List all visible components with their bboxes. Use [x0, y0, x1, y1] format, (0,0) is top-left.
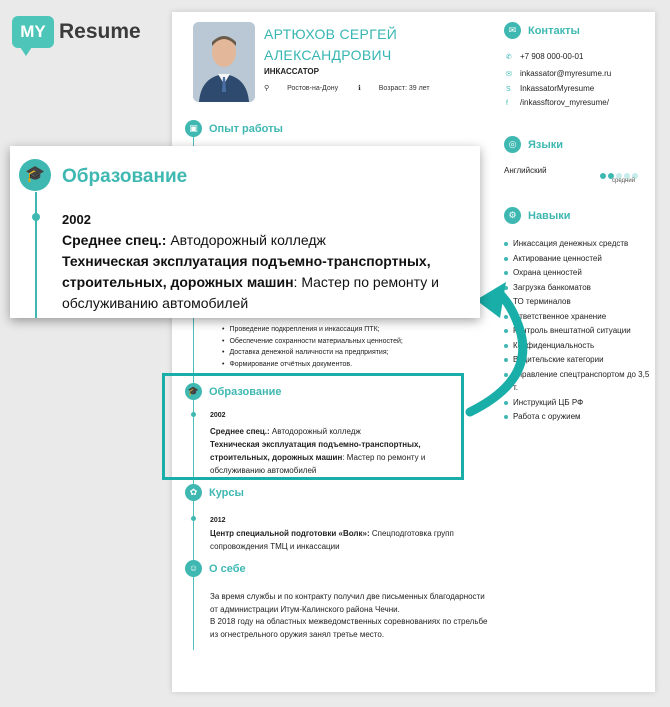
list-item: Загрузка банкоматов: [504, 281, 654, 295]
section-title-languages: Языки: [528, 139, 564, 151]
zoom-education-institution: Автодорожный колледж: [170, 232, 326, 248]
logo-text: Resume: [59, 20, 141, 43]
gears-icon: ⚙: [504, 207, 521, 224]
list-item: Водительские категории: [504, 353, 654, 367]
graduation-cap-icon: 🎓: [185, 383, 202, 400]
location-pin-icon: ⚲: [264, 85, 270, 92]
zoom-section-title: Образование: [62, 166, 188, 187]
education-zoom-card: [10, 146, 480, 318]
list-item: ТО терминалов: [504, 295, 654, 309]
person-icon: ☺: [185, 560, 202, 577]
section-title-contacts: Контакты: [528, 25, 580, 37]
zoom-education-qualification: : Мастер по ремонту и обслуживанию автомобилей: [62, 274, 439, 311]
timeline-line: [35, 192, 37, 318]
highlight-frame: [162, 373, 464, 480]
zoom-education-year: 2002: [62, 212, 91, 227]
section-title-about: О себе: [209, 563, 246, 575]
list-item: Управление спецтранспортом до 3,5 т.: [504, 368, 654, 395]
courses-name: Спецподготовка групп сопровождения ТМЦ и инкассации: [210, 529, 454, 551]
profile-photo: [193, 22, 255, 102]
about-text: [210, 591, 490, 642]
list-item: Конфиденциальность: [504, 339, 654, 353]
education-year: 2002: [210, 412, 226, 419]
list-item: • Проведение подкрепления и инкассация ПТК;: [222, 324, 452, 336]
list-item: Инкассация денежных средств: [504, 237, 654, 251]
zoom-education-entry: [62, 209, 472, 314]
list-item: Работа с оружием: [504, 410, 654, 424]
courses-year: 2012: [210, 517, 226, 524]
contact-facebook[interactable]: f /inkassftorov_myresume/: [506, 98, 609, 107]
section-title-experience: Опыт работы: [209, 123, 283, 135]
duties-list: [222, 324, 452, 370]
facebook-icon: f: [506, 100, 508, 107]
candidate-age: Возраст: 39 лет: [378, 85, 430, 92]
phone-icon: ✆: [506, 54, 512, 61]
section-title-education: Образование: [209, 386, 282, 398]
courses-center: Центр специальной подготовки «Волк»:: [210, 529, 370, 538]
candidate-name: АРТЮХОВ СЕРГЕЙ АЛЕКСАНДРОВИЧ: [264, 26, 398, 63]
contact-phone: ✆ +7 908 000-00-01: [506, 52, 584, 61]
zoom-education-level: Среднее спец.:: [62, 232, 167, 248]
education-level: Среднее спец.:: [210, 427, 270, 436]
language-name: Английский: [504, 166, 547, 175]
contact-skype[interactable]: S InkassatorMyresume: [506, 84, 595, 93]
list-item: Инструкций ЦБ РФ: [504, 396, 654, 410]
about-paragraph: В 2018 году на областных межведомственных соревнованиях по стрельбе из огнестрельного оружия занял третье место.: [210, 617, 488, 640]
gear-icon: ✿: [185, 484, 202, 501]
education-qualification: : Мастер по ремонту и обслуживанию автомобилей: [210, 453, 426, 475]
list-item: • Обеспечение сохранности материальных ценностей;: [222, 336, 452, 348]
mail-icon: ✉: [506, 71, 512, 78]
envelope-icon: ✉: [504, 22, 521, 39]
education-specialty: Техническая эксплуатация подъемно-транспортных, строительных, дорожных машин: [210, 440, 421, 462]
myresume-logo[interactable]: [12, 16, 147, 58]
candidate-position: ИНКАССАТОР: [264, 67, 319, 76]
info-icon: ℹ: [358, 85, 361, 92]
skills-list: [504, 237, 654, 425]
list-item: Ответственное хранение: [504, 310, 654, 324]
section-title-skills: Навыки: [528, 210, 571, 222]
list-item: • Доставка денежной наличности на предприятия;: [222, 347, 452, 359]
about-paragraph: За время службы и по контракту получил две письменных благодарности от администрации Итум-Калинского района Чечни.: [210, 592, 485, 614]
list-item: • Формирование отчётных документов.: [222, 359, 452, 371]
list-item: Охрана ценностей: [504, 266, 654, 280]
candidate-meta: [264, 84, 448, 92]
education-institution: Автодорожный колледж: [271, 427, 361, 436]
courses-entry: [210, 514, 470, 553]
graduation-cap-icon: 🎓: [19, 159, 51, 191]
section-title-courses: Курсы: [209, 487, 244, 499]
briefcase-icon: ▣: [185, 120, 202, 137]
contact-email[interactable]: ✉ inkassator@myresume.ru: [506, 69, 612, 78]
logo-badge: MY: [12, 16, 54, 48]
list-item: Актирование ценностей: [504, 252, 654, 266]
globe-icon: ◎: [504, 136, 521, 153]
resume-page: [172, 12, 655, 692]
timeline-dot: [32, 213, 40, 221]
zoom-education-specialty: Техническая эксплуатация подъемно-транспортных, строительных, дорожных машин: [62, 253, 431, 290]
skype-icon: S: [506, 86, 511, 93]
rating-dot: [600, 173, 606, 179]
candidate-city: Ростов-на-Дону: [287, 85, 339, 92]
timeline-dot: [191, 516, 196, 521]
list-item: Контроль внештатной ситуации: [504, 324, 654, 338]
language-level: средний: [612, 178, 636, 184]
